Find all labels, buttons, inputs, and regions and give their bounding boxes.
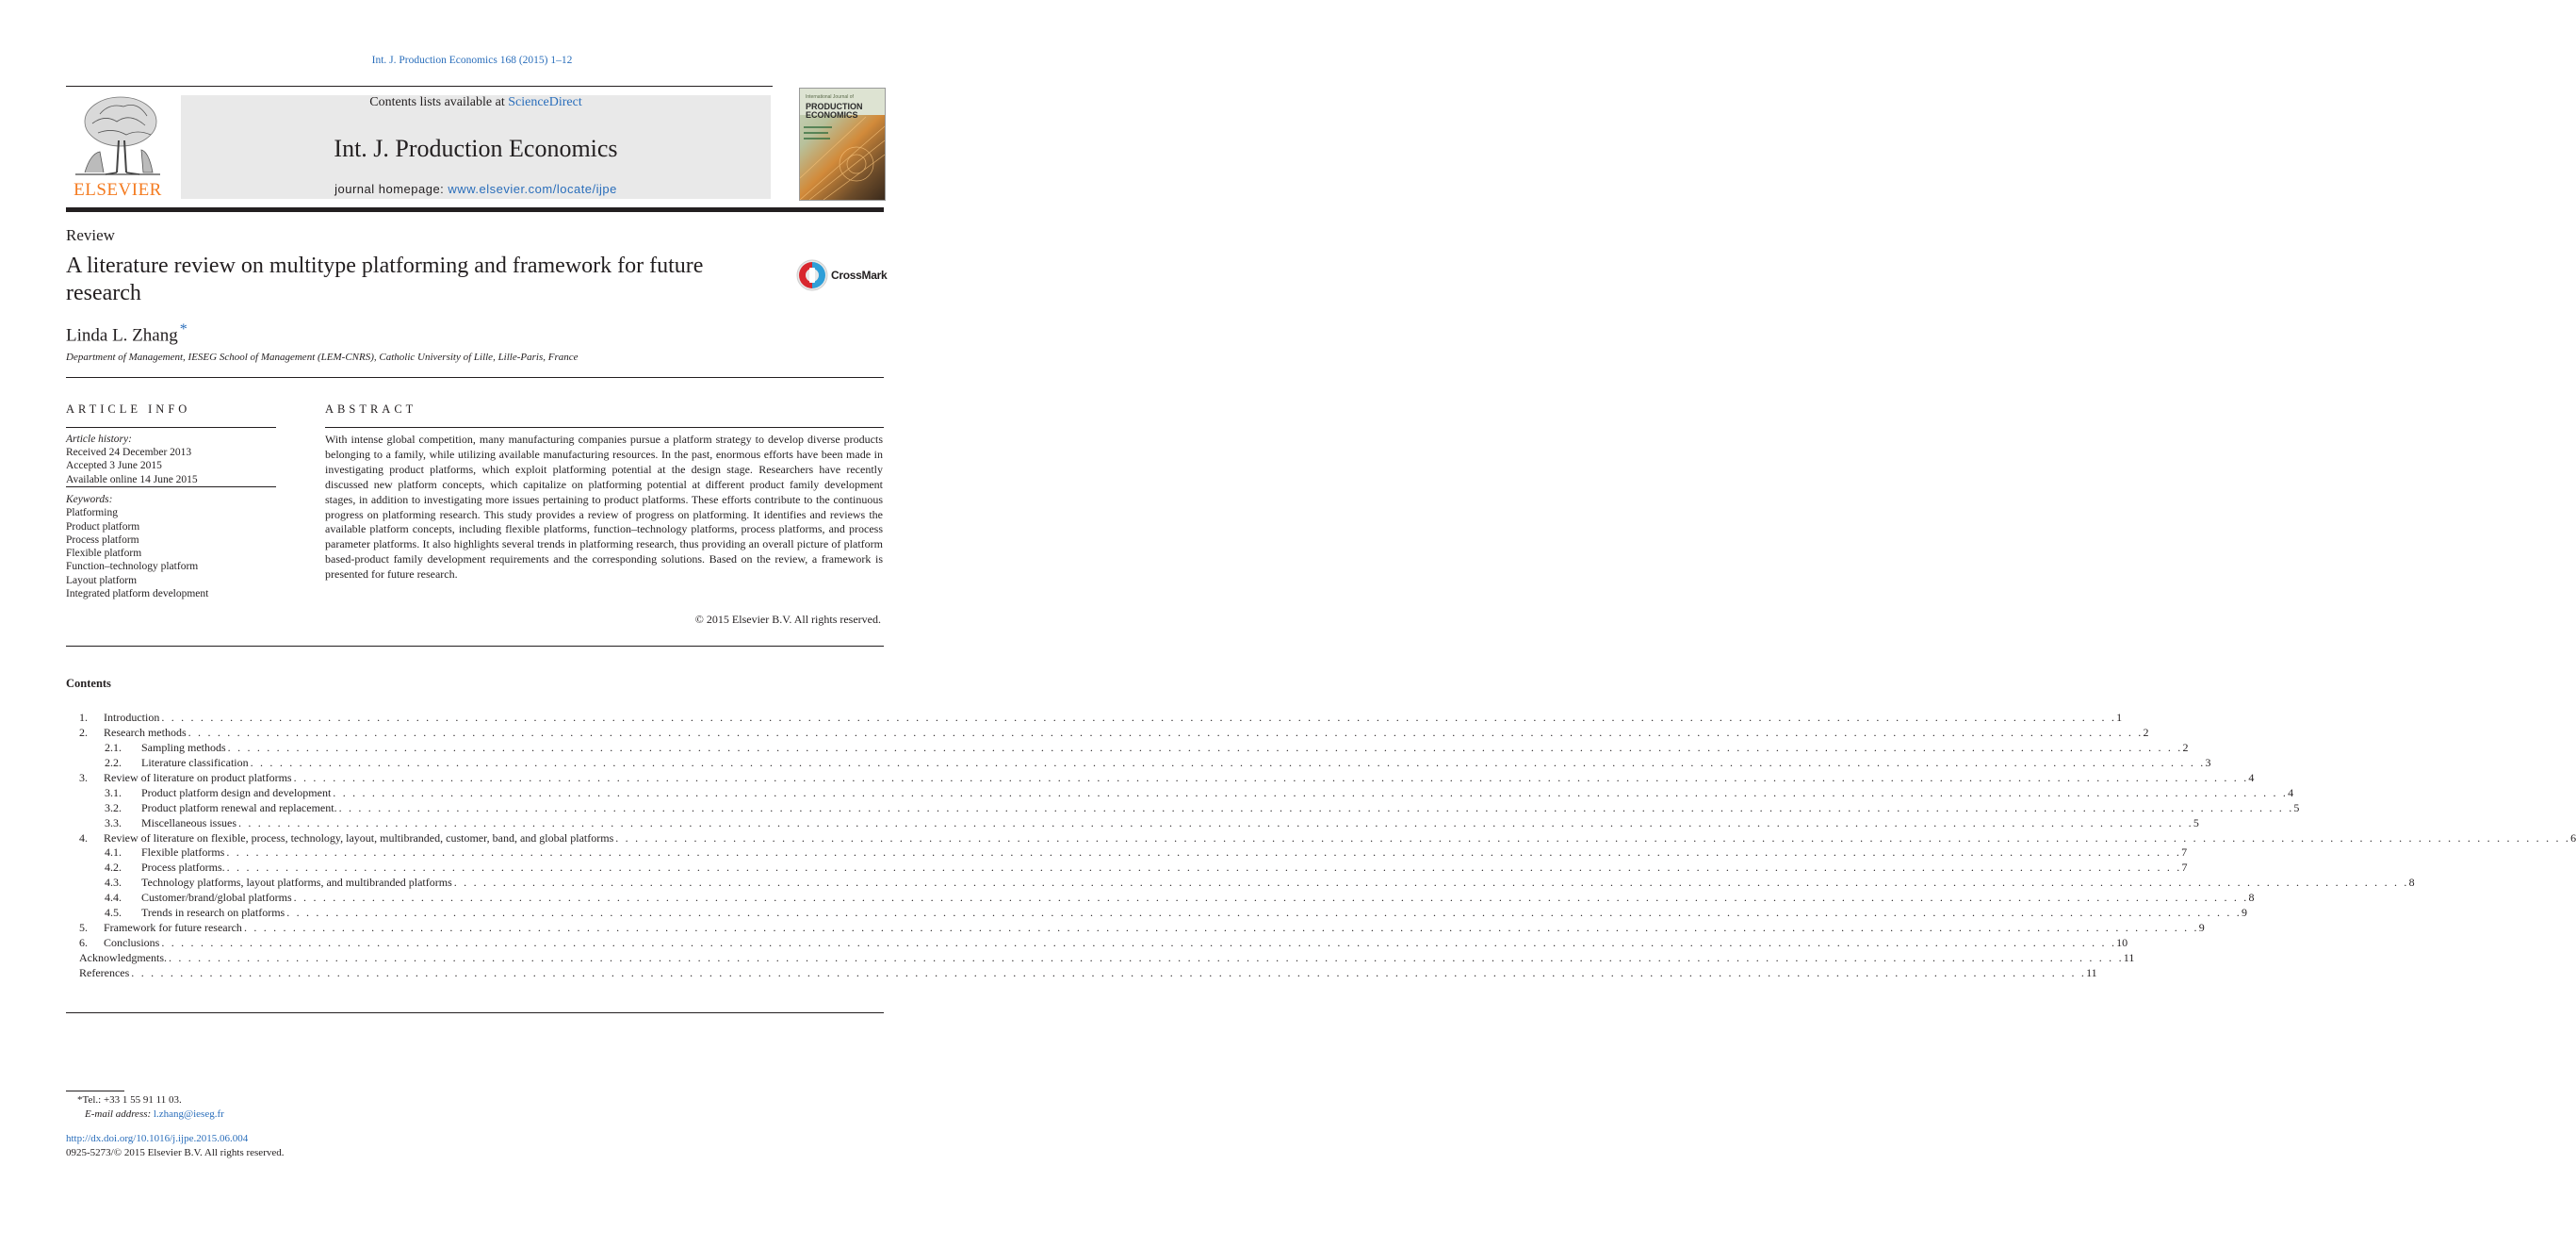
contents-available-line <box>181 95 771 110</box>
toc-entry-number: 2.2. <box>105 755 122 769</box>
toc-entry-page: 9 <box>2198 921 2205 935</box>
toc-entry[interactable] <box>66 845 2188 861</box>
toc-leader-dots: . . . . . . . . . . . . . . . . . . . . . . . . . . . . . . . . . . . . . . . . . . . . . . . . . . . . . . . . . . . . . . . . . . . . . . . . . . . . . . . . . . . . . . . . . . . . . . . . . . . . . . . . . . . . . . . . . . . . . . . . . . . . . . . . . . . . . . . . . . . . . . . . . . . . . . . . . . . . . . . . . . . . . . . . . . . . . . . . . . . . . . . . . . . . . . . . . . . . . . . . <box>161 711 2117 724</box>
author-affiliation: Department of Management, IESEG School of Management (LEM-CNRS), Catholic University of Lille, Lille-Paris, France <box>66 352 579 363</box>
history-heading: Article history: <box>66 434 132 445</box>
toc-entry[interactable] <box>66 740 2189 756</box>
toc-leader-dots: . . . . . . . . . . . . . . . . . . . . . . . . . . . . . . . . . . . . . . . . . . . . . . . . . . . . . . . . . . . . . . . . . . . . . . . . . . . . . . . . . . . . . . . . . . . . . . . . . . . . . . . . . . . . . . . . . . . . . . . . . . . . . . . . . . . . . . . . . . . . . . . . . . . . . . . . . . . . . . . . . . . . . . . . . . . . . . . . . . . . . . . . . . . . . . . . . . . . . . . . <box>226 861 2182 875</box>
masthead-thick-rule <box>66 207 884 212</box>
email-link[interactable]: l.zhang@ieseg.fr <box>153 1108 224 1120</box>
toc-entry-page: 2 <box>2182 740 2189 754</box>
footnote-email-line <box>66 1108 224 1122</box>
keyword-item: Product platform <box>66 520 140 533</box>
toc-entry-page: 10 <box>2116 936 2128 950</box>
toc-entry[interactable] <box>66 800 2300 816</box>
toc-entry-title[interactable]: Framework for future research <box>104 921 242 935</box>
toc-entry-title[interactable]: Introduction <box>104 711 160 724</box>
crossmark-label: CrossMark <box>831 269 888 282</box>
toc-entry-title[interactable]: Flexible platforms <box>141 845 225 860</box>
toc-entry-page: 5 <box>2193 815 2199 829</box>
toc-entry[interactable] <box>66 830 2576 846</box>
journal-cover-image[interactable] <box>799 88 886 201</box>
toc-entry-page: 8 <box>2408 876 2415 890</box>
toc-entry[interactable] <box>66 725 2149 741</box>
toc-leader-dots: . . . . . . . . . . . . . . . . . . . . . . . . . . . . . . . . . . . . . . . . . . . . . . . . . . . . . . . . . . . . . . . . . . . . . . . . . . . . . . . . . . . . . . . . . . . . . . . . . . . . . . . . . . . . . . . . . . . . . . . . . . . . . . . . . . . . . . . . . . . . . . . . . . . . . . . . . . . . . . . . . . . . . . . . . . . . . . . . . . . . . . . . . . . . . . . . . . . . . . . . <box>227 740 2183 754</box>
email-label: E-mail address: <box>85 1108 152 1120</box>
journal-citation-link[interactable]: Int. J. Production Economics 168 (2015) 1–12 <box>371 55 573 66</box>
journal-homepage-line <box>181 182 771 196</box>
toc-entry[interactable] <box>66 891 2255 906</box>
toc-entry-page: 8 <box>2248 891 2255 905</box>
toc-leader-dots: . . . . . . . . . . . . . . . . . . . . . . . . . . . . . . . . . . . . . . . . . . . . . . . . . . . . . . . . . . . . . . . . . . . . . . . . . . . . . . . . . . . . . . . . . . . . . . . . . . . . . . . . . . . . . . . . . . . . . . . . . . . . . . . . . . . . . . . . . . . . . . . . . . . . . . . . . . . . . . . . . . . . . . . . . . . . . . . . . . . . . . . . . . . . . . . . . . . . . . . . <box>187 725 2144 739</box>
toc-entry-title[interactable]: Review of literature on flexible, process, technology, layout, multibranded, customer, band, and global platforms <box>104 830 614 845</box>
toc-entry-page: 5 <box>2293 800 2300 814</box>
toc-entry-page: 4 <box>2248 770 2255 784</box>
toc-entry-title[interactable]: Literature classification <box>141 755 249 769</box>
abstract-body: With intense global competition, many manufacturing companies pursue a platform strategy to develop diverse products belonging to a family, while utilizing available manufacturing resources. In the past, enormous efforts have been made in investigating product platforms, which exploit platforming potential at the design stage. Researchers have recently discussed new platform concepts, which capitalize on platforming potential at different product family development stages, in addition to investigating more issues pertaining to product platforms. These efforts contribute to the continuous progress on platforming research. This study provides a review of progress on platforming. It identifies and reviews the available platform concepts, including flexible platforms, function–technology platforms, process platforms, and process parameter platforms. It also highlights several trends in platforming research, thus providing an overall picture of platform based-product family development requirements and the corresponding solutions. Based on the review, a framework is presented for future research. <box>325 433 883 582</box>
masthead <box>66 86 884 207</box>
toc-entry-page: 1 <box>2116 711 2123 724</box>
toc-entry-title[interactable]: Technology platforms, layout platforms, and multibranded platforms <box>141 876 452 890</box>
footnote-marker: * <box>77 1094 83 1106</box>
abstract-copyright: © 2015 Elsevier B.V. All rights reserved. <box>694 613 881 626</box>
toc-entry-number: 2.1. <box>105 740 122 754</box>
divider <box>66 377 884 378</box>
toc-leader-dots: . . . . . . . . . . . . . . . . . . . . . . . . . . . . . . . . . . . . . . . . . . . . . . . . . . . . . . . . . . . . . . . . . . . . . . . . . . . . . . . . . . . . . . . . . . . . . . . . . . . . . . . . . . . . . . . . . . . . . . . . . . . . . . . . . . . . . . . . . . . . . . . . . . . . . . . . . . . . . . . . . . . . . . . . . . . . . . . . . . . . . . . . . . . . . . . . . . . . . . . . <box>293 770 2249 784</box>
toc-entry-title[interactable]: Conclusions <box>104 936 160 950</box>
toc-entry[interactable] <box>66 815 2199 831</box>
toc-entry-number: 3.3. <box>105 815 122 829</box>
toc-entry[interactable] <box>66 906 2248 921</box>
toc-entry-number: 4. <box>79 830 88 845</box>
elsevier-wordmark: ELSEVIER <box>73 180 162 200</box>
online-date: Available online 14 June 2015 <box>66 473 198 485</box>
toc-entry-number: 4.5. <box>105 906 122 920</box>
toc-entry-number: 5. <box>79 921 88 935</box>
toc-leader-dots: . . . . . . . . . . . . . . . . . . . . . . . . . . . . . . . . . . . . . . . . . . . . . . . . . . . . . . . . . . . . . . . . . . . . . . . . . . . . . . . . . . . . . . . . . . . . . . . . . . . . . . . . . . . . . . . . . . . . . . . . . . . . . . . . . . . . . . . . . . . . . . . . . . . . . . . . . . . . . . . . . . . . . . . . . . . . . . . . . . . . . . . . . . . . . . . . . . . . . . . . <box>338 800 2294 814</box>
keyword-item: Flexible platform <box>66 548 142 560</box>
elsevier-logo[interactable] <box>66 86 170 201</box>
homepage-label: journal homepage: <box>334 182 448 196</box>
toc-entry-title[interactable]: Acknowledgments. <box>79 951 167 964</box>
toc-leader-dots: . . . . . . . . . . . . . . . . . . . . . . . . . . . . . . . . . . . . . . . . . . . . . . . . . . . . . . . . . . . . . . . . . . . . . . . . . . . . . . . . . . . . . . . . . . . . . . . . . . . . . . . . . . . . . . . . . . . . . . . . . . . . . . . . . . . . . . . . . . . . . . . . . . . . . . . . . . . . . . . . . . . . . . . . . . . . . . . . . . . . . . . . . . . . . . . . . . . . . . . . <box>250 755 2206 769</box>
keyword-item: Platforming <box>66 507 118 519</box>
toc-leader-dots: . . . . . . . . . . . . . . . . . . . . . . . . . . . . . . . . . . . . . . . . . . . . . . . . . . . . . . . . . . . . . . . . . . . . . . . . . . . . . . . . . . . . . . . . . . . . . . . . . . . . . . . . . . . . . . . . . . . . . . . . . . . . . . . . . . . . . . . . . . . . . . . . . . . . . . . . . . . . . . . . . . . . . . . . . . . . . . . . . . . . . . . . . . . . . . . . . . . . . . . . <box>226 845 2182 860</box>
toc-leader-dots: . . . . . . . . . . . . . . . . . . . . . . . . . . . . . . . . . . . . . . . . . . . . . . . . . . . . . . . . . . . . . . . . . . . . . . . . . . . . . . . . . . . . . . . . . . . . . . . . . . . . . . . . . . . . . . . . . . . . . . . . . . . . . . . . . . . . . . . . . . . . . . . . . . . . . . . . . . . . . . . . . . . . . . . . . . . . . . . . . . . . . . . . . . . . . . . . . . . . . . . . <box>615 830 2571 845</box>
doi-link[interactable]: http://dx.doi.org/10.1016/j.ijpe.2015.06.004 <box>66 1133 249 1144</box>
divider <box>66 486 276 487</box>
cover-subtitle: International Journal of <box>806 94 854 100</box>
keyword-item: Function–technology platform <box>66 561 199 573</box>
crossmark-icon <box>796 259 828 291</box>
article-history <box>66 433 276 486</box>
toc-entry-page: 7 <box>2181 845 2188 860</box>
toc-entry-number: 4.1. <box>105 845 122 860</box>
toc-entry-number: 6. <box>79 936 88 950</box>
divider <box>325 427 884 428</box>
toc-leader-dots: . . . . . . . . . . . . . . . . . . . . . . . . . . . . . . . . . . . . . . . . . . . . . . . . . . . . . . . . . . . . . . . . . . . . . . . . . . . . . . . . . . . . . . . . . . . . . . . . . . . . . . . . . . . . . . . . . . . . . . . . . . . . . . . . . . . . . . . . . . . . . . . . . . . . . . . . . . . . . . . . . . . . . . . . . . . . . . . . . . . . . . . . . . . . . . . . . . . . . . . . <box>286 906 2242 920</box>
toc-entry-number: 4.2. <box>105 861 122 875</box>
author-line <box>66 321 187 346</box>
toc-entry-page: 7 <box>2181 861 2188 875</box>
footnote-tel: Tel.: +33 1 55 91 11 03. <box>82 1094 182 1106</box>
toc-entry-title[interactable]: Product platform renewal and replacement. <box>141 800 337 814</box>
keywords-heading: Keywords: <box>66 494 113 505</box>
toc-leader-dots: . . . . . . . . . . . . . . . . . . . . . . . . . . . . . . . . . . . . . . . . . . . . . . . . . . . . . . . . . . . . . . . . . . . . . . . . . . . . . . . . . . . . . . . . . . . . . . . . . . . . . . . . . . . . . . . . . . . . . . . . . . . . . . . . . . . . . . . . . . . . . . . . . . . . . . . . . . . . . . . . . . . . . . . . . . . . . . . . . . . . . . . . . . . . . . . . . . . . . . . . <box>131 965 2087 979</box>
toc-leader-dots: . . . . . . . . . . . . . . . . . . . . . . . . . . . . . . . . . . . . . . . . . . . . . . . . . . . . . . . . . . . . . . . . . . . . . . . . . . . . . . . . . . . . . . . . . . . . . . . . . . . . . . . . . . . . . . . . . . . . . . . . . . . . . . . . . . . . . . . . . . . . . . . . . . . . . . . . . . . . . . . . . . . . . . . . . . . . . . . . . . . . . . . . . . . . . . . . . . . . . . . . <box>453 876 2409 890</box>
author-name[interactable]: Linda L. Zhang <box>66 325 178 346</box>
article-title: A literature review on multitype platforming and framework for future research <box>66 254 704 305</box>
divider <box>66 1012 884 1013</box>
toc-entry-page: 4 <box>2288 785 2294 799</box>
cover-title-2: ECONOMICS <box>806 110 858 120</box>
toc-entry[interactable] <box>66 755 2211 771</box>
toc-entry-title[interactable]: Research methods <box>104 725 187 739</box>
toc-entry[interactable] <box>66 861 2188 876</box>
toc-entry-page: 6 <box>2570 830 2576 845</box>
toc-entry[interactable] <box>66 936 2128 951</box>
divider <box>66 427 276 428</box>
cover-title-1: PRODUCTION <box>806 102 863 111</box>
toc-leader-dots: . . . . . . . . . . . . . . . . . . . . . . . . . . . . . . . . . . . . . . . . . . . . . . . . . . . . . . . . . . . . . . . . . . . . . . . . . . . . . . . . . . . . . . . . . . . . . . . . . . . . . . . . . . . . . . . . . . . . . . . . . . . . . . . . . . . . . . . . . . . . . . . . . . . . . . . . . . . . . . . . . . . . . . . . . . . . . . . . . . . . . . . . . . . . . . . . . . . . . . . . <box>161 936 2117 950</box>
table-of-contents <box>66 711 2576 981</box>
toc-entry-page: 3 <box>2205 755 2211 769</box>
toc-entry-title[interactable]: Sampling methods <box>141 740 226 754</box>
sciencedirect-link[interactable]: ScienceDirect <box>508 95 582 109</box>
article-info-heading: ARTICLE INFO <box>66 402 191 416</box>
toc-entry-page: 11 <box>2123 951 2135 964</box>
abstract-heading: ABSTRACT <box>325 402 417 416</box>
toc-entry[interactable] <box>66 770 2255 786</box>
crossmark-badge[interactable] <box>796 259 886 293</box>
footnote-tel-line <box>66 1093 224 1108</box>
keyword-item: Layout platform <box>66 574 138 586</box>
toc-entry-number: 3.1. <box>105 785 122 799</box>
keywords-block <box>66 493 276 600</box>
toc-entry-title[interactable]: Review of literature on product platforms <box>104 770 292 784</box>
toc-entry-page: 9 <box>2242 906 2248 920</box>
toc-entry-number: 1. <box>79 711 88 724</box>
keyword-item: Integrated platform development <box>66 588 209 600</box>
toc-entry-title[interactable]: Process platforms. <box>141 861 225 875</box>
author-footnote-marker[interactable]: * <box>179 321 187 337</box>
contents-heading: Contents <box>66 677 111 690</box>
article-type: Review <box>66 226 115 244</box>
toc-leader-dots: . . . . . . . . . . . . . . . . . . . . . . . . . . . . . . . . . . . . . . . . . . . . . . . . . . . . . . . . . . . . . . . . . . . . . . . . . . . . . . . . . . . . . . . . . . . . . . . . . . . . . . . . . . . . . . . . . . . . . . . . . . . . . . . . . . . . . . . . . . . . . . . . . . . . . . . . . . . . . . . . . . . . . . . . . . . . . . . . . . . . . . . . . . . . . . . . . . . . . . . . <box>293 891 2249 905</box>
toc-leader-dots: . . . . . . . . . . . . . . . . . . . . . . . . . . . . . . . . . . . . . . . . . . . . . . . . . . . . . . . . . . . . . . . . . . . . . . . . . . . . . . . . . . . . . . . . . . . . . . . . . . . . . . . . . . . . . . . . . . . . . . . . . . . . . . . . . . . . . . . . . . . . . . . . . . . . . . . . . . . . . . . . . . . . . . . . . . . . . . . . . . . . . . . . . . . . . . . . . . . . . . . . <box>243 921 2199 935</box>
contents-available-text: Contents lists available at <box>369 95 509 109</box>
toc-entry-number: 2. <box>79 725 88 739</box>
toc-entry[interactable] <box>66 876 2415 891</box>
toc-entry-page: 11 <box>2086 965 2097 979</box>
toc-entry-number: 4.3. <box>105 876 122 890</box>
toc-entry-title[interactable]: Trends in research on platforms <box>141 906 285 920</box>
journal-title: Int. J. Production Economics <box>334 135 618 162</box>
received-date: Received 24 December 2013 <box>66 447 192 459</box>
toc-entry[interactable] <box>66 921 2205 936</box>
toc-entry-title[interactable]: Product platform design and development <box>141 785 332 799</box>
toc-leader-dots: . . . . . . . . . . . . . . . . . . . . . . . . . . . . . . . . . . . . . . . . . . . . . . . . . . . . . . . . . . . . . . . . . . . . . . . . . . . . . . . . . . . . . . . . . . . . . . . . . . . . . . . . . . . . . . . . . . . . . . . . . . . . . . . . . . . . . . . . . . . . . . . . . . . . . . . . . . . . . . . . . . . . . . . . . . . . . . . . . . . . . . . . . . . . . . . . . . . . . . . . <box>238 815 2193 829</box>
author-footnote <box>66 1093 224 1121</box>
journal-header-band <box>181 95 771 199</box>
toc-entry-page: 2 <box>2143 725 2149 739</box>
toc-entry[interactable] <box>66 951 2135 966</box>
toc-entry-title[interactable]: References <box>79 965 130 979</box>
divider <box>66 646 884 647</box>
toc-entry-number: 3.2. <box>105 800 122 814</box>
toc-entry-number: 3. <box>79 770 88 784</box>
toc-entry-number: 4.4. <box>105 891 122 905</box>
elsevier-tree-icon <box>72 93 162 176</box>
journal-homepage-link[interactable]: www.elsevier.com/locate/ijpe <box>448 182 617 196</box>
issn-copyright-line: 0925-5273/© 2015 Elsevier B.V. All rights reserved. <box>66 1147 285 1158</box>
toc-entry[interactable] <box>66 711 2123 726</box>
keyword-item: Process platform <box>66 533 139 546</box>
toc-entry[interactable] <box>66 965 2097 981</box>
toc-leader-dots: . . . . . . . . . . . . . . . . . . . . . . . . . . . . . . . . . . . . . . . . . . . . . . . . . . . . . . . . . . . . . . . . . . . . . . . . . . . . . . . . . . . . . . . . . . . . . . . . . . . . . . . . . . . . . . . . . . . . . . . . . . . . . . . . . . . . . . . . . . . . . . . . . . . . . . . . . . . . . . . . . . . . . . . . . . . . . . . . . . . . . . . . . . . . . . . . . . . . . . . . <box>168 951 2124 964</box>
toc-entry-title[interactable]: Customer/brand/global platforms <box>141 891 292 905</box>
toc-entry[interactable] <box>66 785 2294 801</box>
accepted-date: Accepted 3 June 2015 <box>66 460 162 472</box>
toc-leader-dots: . . . . . . . . . . . . . . . . . . . . . . . . . . . . . . . . . . . . . . . . . . . . . . . . . . . . . . . . . . . . . . . . . . . . . . . . . . . . . . . . . . . . . . . . . . . . . . . . . . . . . . . . . . . . . . . . . . . . . . . . . . . . . . . . . . . . . . . . . . . . . . . . . . . . . . . . . . . . . . . . . . . . . . . . . . . . . . . . . . . . . . . . . . . . . . . . . . . . . . . . <box>333 785 2289 799</box>
toc-entry-title[interactable]: Miscellaneous issues <box>141 815 236 829</box>
